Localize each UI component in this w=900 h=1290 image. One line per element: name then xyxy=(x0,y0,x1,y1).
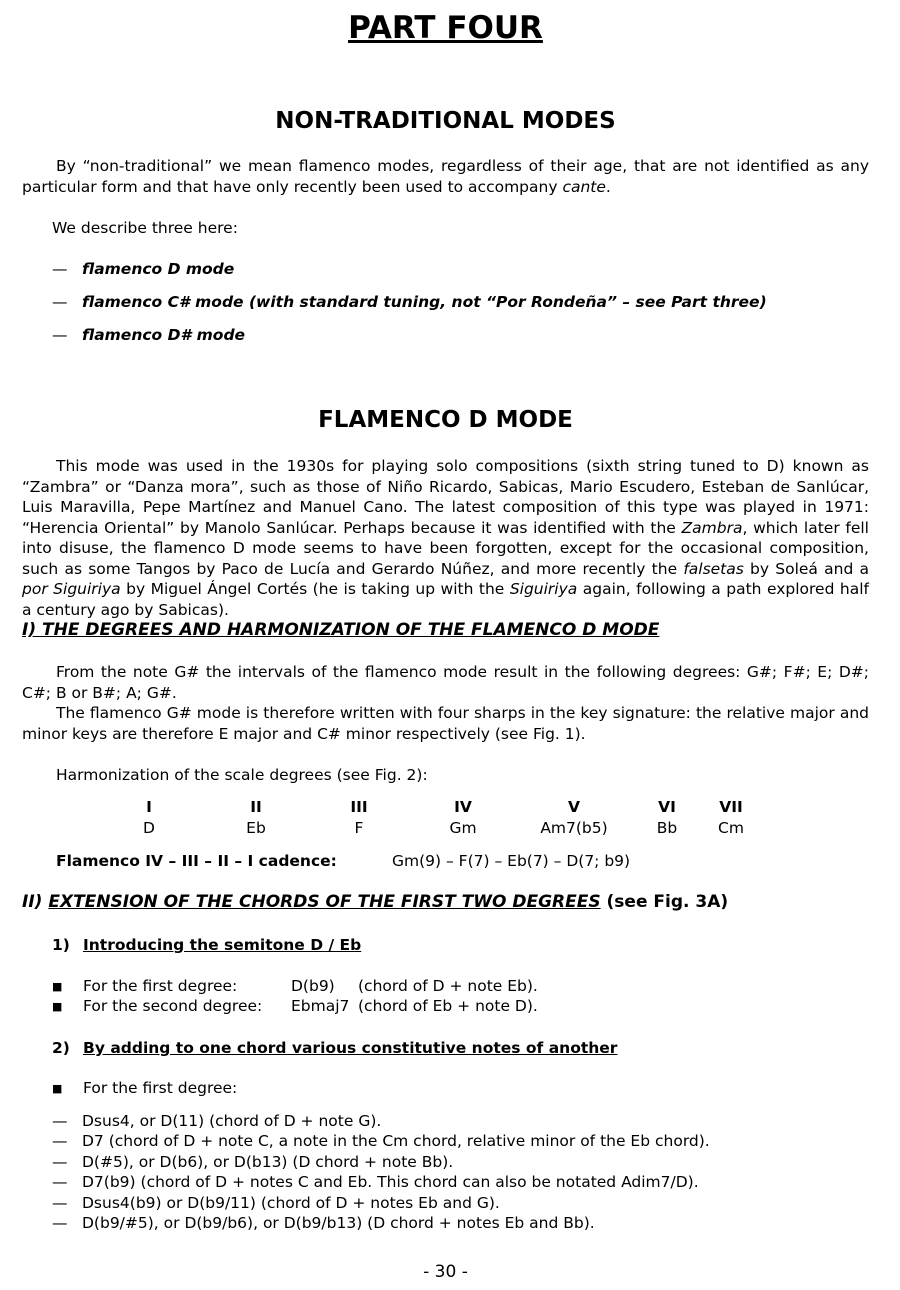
key-signature-paragraph: The flamenco G# mode is therefore written with four sharps in the key signature: the relative major and minor keys are therefore E major and C# minor respectively (see Fig. 1). xyxy=(22,704,869,743)
intro-emphasis: cante xyxy=(562,177,606,196)
bullet-item xyxy=(52,996,538,1018)
chord-item xyxy=(52,1152,453,1173)
chord-description: D(#5), or D(b6), or D(b13) (D chord + note Bb). xyxy=(82,1153,454,1171)
subsection-number: 1) xyxy=(52,936,70,954)
harmonization-lead: Harmonization of the scale degrees (see Fig. 2): xyxy=(56,766,428,784)
degree-chord: Am7(b5) xyxy=(540,818,608,837)
degree-numeral: IV xyxy=(454,798,472,816)
degree-column xyxy=(109,797,189,838)
mode-item xyxy=(52,259,234,280)
dash-mark: — xyxy=(52,1153,68,1171)
mode-item xyxy=(52,325,245,346)
degree-chord: D xyxy=(143,818,155,837)
bullet-label: For the first degree: xyxy=(83,1079,238,1097)
bullet-mark: ■ xyxy=(52,1082,63,1095)
degree-numeral: I xyxy=(146,798,152,816)
bullet-label: For the second degree: xyxy=(83,997,263,1015)
d-mode-text: by Soleá and a xyxy=(743,559,869,578)
degree-column xyxy=(216,797,296,838)
degree-column xyxy=(691,797,771,838)
intro-end: . xyxy=(605,177,611,196)
subsection-title: By adding to one chord various constitutive notes of another xyxy=(83,1039,618,1057)
d-mode-emphasis: por Siguiriya xyxy=(22,580,121,598)
dash-mark: — xyxy=(52,1132,68,1150)
dash-mark: — xyxy=(52,1173,68,1191)
bullet-description: (chord of Eb + note D). xyxy=(358,997,538,1015)
degree-column xyxy=(423,797,503,838)
section-2-number: II) xyxy=(22,892,43,912)
mode-label: flamenco D mode xyxy=(82,260,235,278)
mode-label: flamenco C# mode (with standard tuning, not “Por Rondeña” – see Part three) xyxy=(82,293,767,311)
d-mode-emphasis: Siguiriya xyxy=(509,580,578,598)
dash-mark: — xyxy=(52,1112,68,1130)
subsection-number: 2) xyxy=(52,1039,70,1057)
degree-chord: Cm xyxy=(718,818,744,837)
d-mode-text: , which later fell into disuse, the flamenco D mode seems to have been forgotten, except for the occasional composition, such as some Tangos by Paco de Lucía and Gerardo Núñez, and more recently the xyxy=(22,518,869,578)
d-mode-text: This mode was used in the 1930s for playing solo compositions (sixth string tuned to D) known as “Zambra” or “Danza mora”, such as those of Niño Ricardo, Sabicas, Mario Escudero, Esteban de Sanlúcar, Luis Maravilla, Pepe Martínez and Manuel Cano. The latest composition of this type was played in 1971: “Herencia Oriental” by Manolo Sanlúcar. Perhaps because it was identified with the xyxy=(22,457,869,537)
degree-chord: Gm xyxy=(449,818,477,837)
degree-chord: Eb xyxy=(246,818,266,837)
d-mode-title: FLAMENCO D MODE xyxy=(318,407,573,433)
mode-label: flamenco D# mode xyxy=(82,326,246,344)
cadence-value: Gm(9) – F(7) – Eb(7) – D(7; b9) xyxy=(392,852,631,870)
dash-mark: — xyxy=(52,326,68,344)
d-mode-text: again, following a path explored half a century ago by Sabicas). xyxy=(22,580,869,619)
bullet-label: For the first degree: xyxy=(83,977,238,995)
degree-column xyxy=(534,797,614,838)
d-mode-emphasis: Zambra xyxy=(681,518,743,537)
cadence-label: Flamenco IV – III – II – I cadence: xyxy=(56,852,337,870)
chord-item xyxy=(52,1172,699,1193)
d-mode-text: by Miguel Ángel Cortés (he is taking up with the xyxy=(120,580,510,598)
chord-description: Dsus4(b9) or D(b9/11) (chord of D + notes Eb and G). xyxy=(82,1194,500,1212)
subsection-2-heading xyxy=(52,1038,617,1059)
degrees-paragraph: From the note G# the intervals of the flamenco mode result in the following degrees: G#; F#; E; D#; C#; B or B#; A; G#. xyxy=(22,663,869,702)
subsection-1-heading xyxy=(52,935,361,956)
page-number: - 30 - xyxy=(423,1262,468,1282)
section-2-figure-ref: (see Fig. 3A) xyxy=(606,892,729,912)
intro-lead: We describe three here: xyxy=(52,219,238,237)
dash-mark: — xyxy=(52,293,68,311)
dash-mark: — xyxy=(52,260,68,278)
section-1-heading: I) THE DEGREES AND HARMONIZATION OF THE FLAMENCO D MODE xyxy=(22,620,660,640)
degree-numeral: V xyxy=(568,798,580,816)
degree-numeral: VII xyxy=(719,798,743,816)
section-title: NON-TRADITIONAL MODES xyxy=(275,108,616,134)
bullet-chord: D(b9) xyxy=(291,977,335,995)
chord-description: D7 (chord of D + note C, a note in the Cm chord, relative minor of the Eb chord). xyxy=(82,1132,710,1150)
part-title: PART FOUR xyxy=(348,10,543,46)
chord-item xyxy=(52,1131,710,1152)
bullet-description: (chord of D + note Eb). xyxy=(358,977,538,995)
dash-mark: — xyxy=(52,1194,68,1212)
bullet-item xyxy=(52,1078,237,1100)
bullet-mark: ■ xyxy=(52,1000,63,1013)
chord-item xyxy=(52,1213,595,1234)
d-mode-paragraph xyxy=(22,456,869,620)
section-2-title: EXTENSION OF THE CHORDS OF THE FIRST TWO DEGREES xyxy=(48,892,601,912)
degree-numeral: VI xyxy=(658,798,676,816)
chord-description: Dsus4, or D(11) (chord of D + note G). xyxy=(82,1112,382,1130)
chord-description: D(b9/#5), or D(b9/b6), or D(b9/b13) (D chord + notes Eb and Bb). xyxy=(82,1214,595,1232)
degree-numeral: III xyxy=(350,798,368,816)
intro-text: By “non-traditional” we mean flamenco modes, regardless of their age, that are not identified as any particular form and that have only recently been used to accompany xyxy=(22,157,869,196)
d-mode-emphasis: falsetas xyxy=(683,559,744,578)
degree-column xyxy=(319,797,399,838)
bullet-mark: ■ xyxy=(52,980,63,993)
degree-chord: F xyxy=(354,818,364,837)
chord-item xyxy=(52,1193,500,1214)
degree-numeral: II xyxy=(250,798,262,816)
mode-item xyxy=(52,292,767,313)
subsection-title: Introducing the semitone D / Eb xyxy=(83,936,362,954)
chord-description: D7(b9) (chord of D + notes C and Eb. This chord can also be notated Adim7/D). xyxy=(82,1173,699,1191)
degree-chord: Bb xyxy=(656,818,678,837)
section-2-heading xyxy=(22,892,728,913)
intro-paragraph xyxy=(22,156,869,197)
bullet-chord: Ebmaj7 xyxy=(291,997,350,1015)
dash-mark: — xyxy=(52,1214,68,1232)
bullet-item xyxy=(52,976,538,998)
chord-item xyxy=(52,1111,381,1132)
